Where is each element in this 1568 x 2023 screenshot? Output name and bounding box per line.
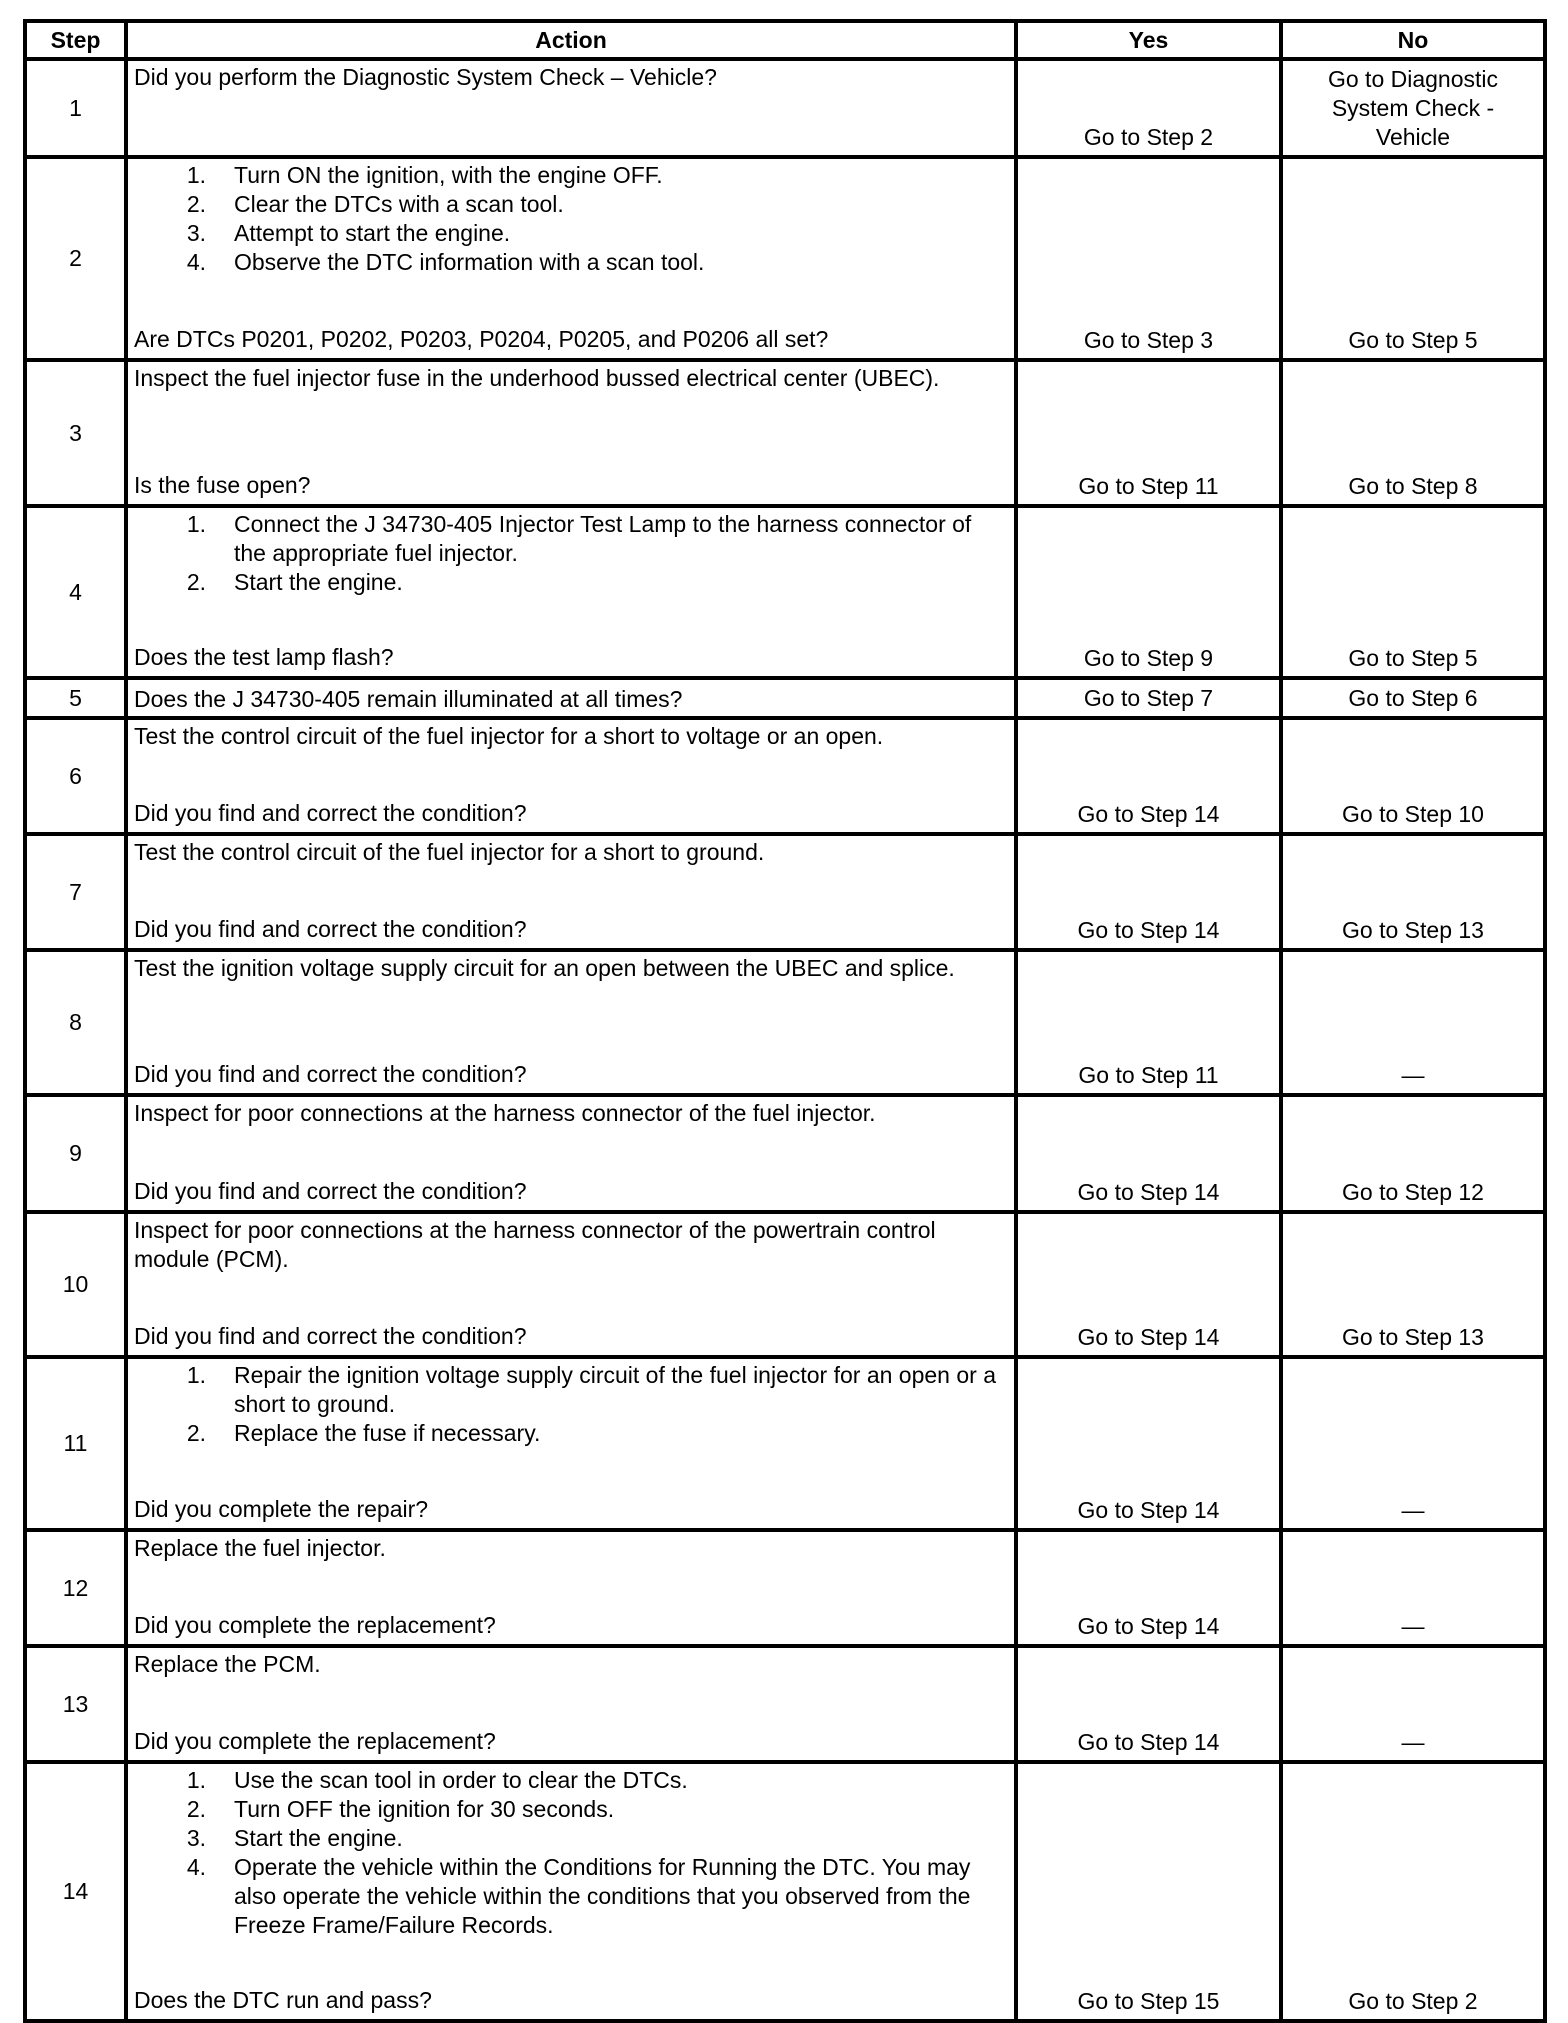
instruction-item: 2. Replace the fuse if necessary. (186, 1420, 541, 1446)
action-question: Did you find and correct the condition? (134, 1323, 527, 1349)
action-question: Is the fuse open? (134, 472, 311, 498)
step-number: 5 (25, 678, 126, 718)
step-row (25, 950, 1545, 1095)
instruction-item: 4. Observe the DTC information with a scan tool. (186, 249, 705, 275)
step-row (25, 360, 1545, 506)
no-result: Go to Step 13 (1281, 1212, 1545, 1357)
action-cell (126, 1357, 1016, 1530)
action-cell (126, 834, 1016, 950)
action-question: Did you complete the replacement? (134, 1612, 496, 1638)
action-cell (126, 1212, 1016, 1357)
action-question: Did you complete the replacement? (134, 1728, 496, 1754)
step-row (25, 718, 1545, 834)
yes-result: Go to Step 14 (1016, 1357, 1281, 1530)
action-cell (126, 678, 1016, 718)
action-question: Did you find and correct the condition? (134, 1178, 527, 1204)
step-number: 4 (25, 506, 126, 678)
header-no: No (1281, 21, 1545, 59)
action-cell (126, 718, 1016, 834)
action-cell (126, 360, 1016, 506)
step-row (25, 1646, 1545, 1762)
step-number: 9 (25, 1095, 126, 1212)
step-row (25, 1212, 1545, 1357)
instruction-item: 2. Clear the DTCs with a scan tool. (186, 191, 564, 217)
step-number: 12 (25, 1530, 126, 1646)
action-question: Did you complete the repair? (134, 1496, 429, 1522)
yes-result: Go to Step 7 (1016, 678, 1281, 718)
no-result: — (1281, 1357, 1545, 1530)
step-number: 14 (25, 1762, 126, 2021)
step-number: 11 (25, 1357, 126, 1530)
step-number: 1 (25, 59, 126, 157)
instruction-item: 1. Use the scan tool in order to clear the DTCs. (186, 1767, 688, 1793)
no-result: — (1281, 950, 1545, 1095)
yes-result: Go to Step 11 (1016, 360, 1281, 506)
instruction-list (134, 510, 1008, 597)
instruction-item: 1. Connect the J 34730-405 Injector Test Lamp to the harness connector of the appropriate fuel injector. (186, 511, 972, 566)
step-row (25, 1357, 1545, 1530)
step-row (25, 59, 1545, 157)
instruction-list (134, 161, 1008, 277)
step-row (25, 678, 1545, 718)
yes-result: Go to Step 9 (1016, 506, 1281, 678)
diagnostic-table (23, 19, 1547, 2023)
step-number: 3 (25, 360, 126, 506)
header-row (25, 21, 1545, 59)
action-cell (126, 1762, 1016, 2021)
no-result: Go to Diagnostic System Check - Vehicle (1281, 59, 1545, 157)
action-text: Test the control circuit of the fuel injector for a short to voltage or an open. (134, 723, 884, 749)
step-row (25, 1095, 1545, 1212)
step-number: 13 (25, 1646, 126, 1762)
no-result: Go to Step 10 (1281, 718, 1545, 834)
action-cell (126, 950, 1016, 1095)
no-result: Go to Step 13 (1281, 834, 1545, 950)
action-text: Test the ignition voltage supply circuit for an open between the UBEC and splice. (134, 955, 955, 981)
step-row (25, 1530, 1545, 1646)
action-text: Does the J 34730-405 remain illuminated at all times? (134, 685, 683, 712)
action-cell (126, 506, 1016, 678)
action-cell (126, 1095, 1016, 1212)
no-result: Go to Step 2 (1281, 1762, 1545, 2021)
action-text: Replace the PCM. (134, 1651, 321, 1677)
yes-result: Go to Step 3 (1016, 157, 1281, 360)
no-result: Go to Step 12 (1281, 1095, 1545, 1212)
yes-result: Go to Step 15 (1016, 1762, 1281, 2021)
action-cell (126, 1530, 1016, 1646)
instruction-item: 3. Start the engine. (186, 1825, 403, 1851)
diagnostic-table-container (23, 19, 1547, 2023)
action-text: Replace the fuel injector. (134, 1535, 386, 1561)
header-step: Step (25, 21, 126, 59)
step-row (25, 157, 1545, 360)
no-result: Go to Step 8 (1281, 360, 1545, 506)
action-cell (126, 157, 1016, 360)
yes-result: Go to Step 11 (1016, 950, 1281, 1095)
yes-result: Go to Step 14 (1016, 1095, 1281, 1212)
no-result: Go to Step 6 (1281, 678, 1545, 718)
action-text: Did you perform the Diagnostic System Check – Vehicle? (134, 64, 717, 90)
instruction-item: 1. Turn ON the ignition, with the engine OFF. (186, 162, 663, 188)
yes-result: Go to Step 14 (1016, 1530, 1281, 1646)
instruction-list (134, 1361, 1008, 1448)
step-number: 6 (25, 718, 126, 834)
action-question: Does the test lamp flash? (134, 644, 394, 670)
step-row (25, 1762, 1545, 2021)
action-question: Did you find and correct the condition? (134, 916, 527, 942)
yes-result: Go to Step 14 (1016, 1212, 1281, 1357)
step-row (25, 834, 1545, 950)
action-question: Are DTCs P0201, P0202, P0203, P0204, P0205, and P0206 all set? (134, 326, 829, 352)
instruction-item: 1. Repair the ignition voltage supply circuit of the fuel injector for an open or a short to ground. (186, 1362, 996, 1417)
step-number: 10 (25, 1212, 126, 1357)
header-yes: Yes (1016, 21, 1281, 59)
step-row (25, 506, 1545, 678)
no-result: Go to Step 5 (1281, 157, 1545, 360)
action-question: Does the DTC run and pass? (134, 1987, 432, 2013)
step-number: 7 (25, 834, 126, 950)
action-cell (126, 59, 1016, 157)
action-text: Test the control circuit of the fuel injector for a short to ground. (134, 839, 765, 865)
no-result: Go to Step 5 (1281, 506, 1545, 678)
instruction-item: 2. Start the engine. (186, 569, 403, 595)
yes-result: Go to Step 14 (1016, 1646, 1281, 1762)
action-question: Did you find and correct the condition? (134, 800, 527, 826)
step-number: 2 (25, 157, 126, 360)
action-question: Did you find and correct the condition? (134, 1061, 527, 1087)
instruction-item: 2. Turn OFF the ignition for 30 seconds. (186, 1796, 615, 1822)
yes-result: Go to Step 14 (1016, 718, 1281, 834)
instruction-item: 4. Operate the vehicle within the Conditions for Running the DTC. You may also operate the vehicle within the conditions that you observed from the Freeze Frame/Failure Records. (186, 1854, 971, 1938)
header-action: Action (126, 21, 1016, 59)
instruction-list (134, 1766, 1008, 1940)
no-result: — (1281, 1530, 1545, 1646)
step-number: 8 (25, 950, 126, 1095)
action-text: Inspect for poor connections at the harness connector of the fuel injector. (134, 1100, 876, 1126)
yes-result: Go to Step 2 (1016, 59, 1281, 157)
action-text: Inspect for poor connections at the harness connector of the powertrain control module (PCM). (134, 1217, 936, 1272)
no-result: — (1281, 1646, 1545, 1762)
yes-result: Go to Step 14 (1016, 834, 1281, 950)
action-text: Inspect the fuel injector fuse in the underhood bussed electrical center (UBEC). (134, 365, 940, 391)
instruction-item: 3. Attempt to start the engine. (186, 220, 511, 246)
action-cell (126, 1646, 1016, 1762)
